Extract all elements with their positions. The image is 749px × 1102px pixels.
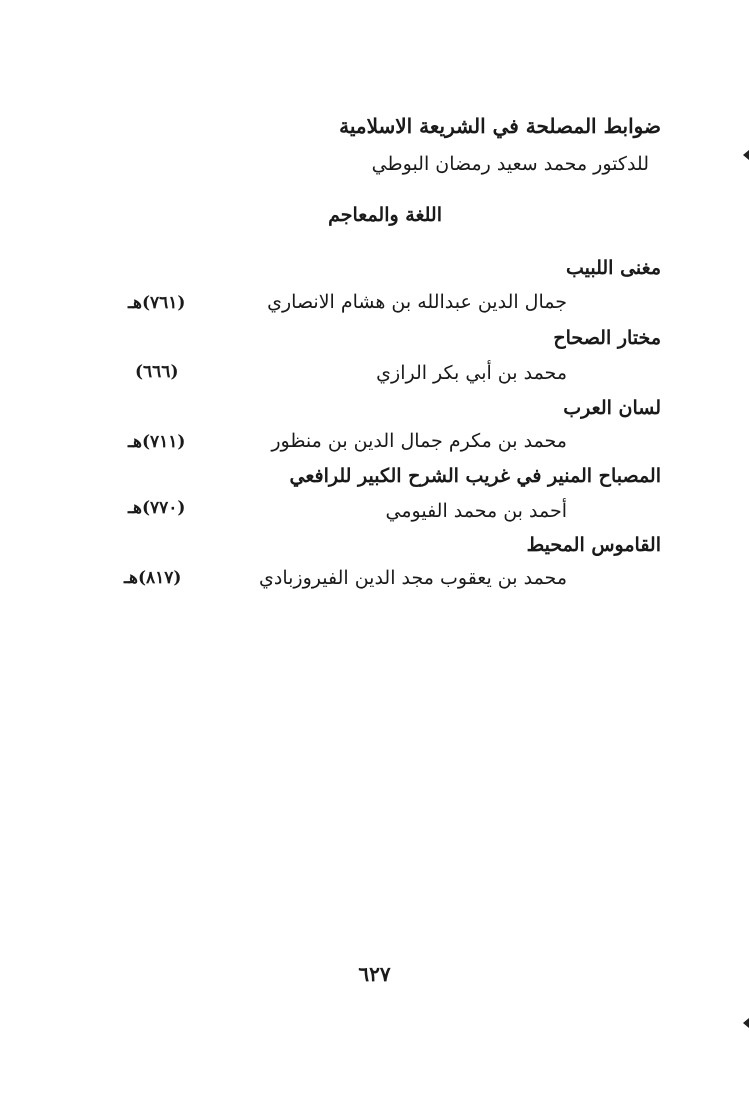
entry-date: (٨١٧)هـ bbox=[124, 568, 182, 588]
entry-author: محمد بن يعقوب مجد الدين الفيروزبادي bbox=[259, 567, 567, 589]
entry-date: (٧٧٠)هـ bbox=[128, 498, 186, 518]
page-number: ٦٢٧ bbox=[358, 962, 391, 986]
entry-author: محمد بن أبي بكر الرازي bbox=[376, 362, 567, 384]
entry-author: محمد بن مكرم جمال الدين بن منظور bbox=[271, 430, 567, 452]
entry-author: أحمد بن محمد الفيومي bbox=[385, 500, 567, 522]
entry-date: (٧٦١)هـ bbox=[128, 293, 186, 313]
entry-title: المصباح المنير في غريب الشرح الكبير للرافعي bbox=[289, 465, 661, 487]
book-author: للدكتور محمد سعيد رمضان البوطي bbox=[371, 153, 649, 175]
entry-author: جمال الدين عبدالله بن هشام الانصاري bbox=[267, 291, 567, 313]
book-title: ضوابط المصلحة في الشريعة الاسلامية bbox=[339, 114, 661, 138]
scan-edge-mark bbox=[743, 150, 749, 160]
entry-title: القاموس المحيط bbox=[526, 534, 661, 556]
entry-date: (٧١١)هـ bbox=[128, 432, 186, 452]
scan-edge-mark bbox=[743, 1018, 749, 1028]
entry-date: (٦٦٦) bbox=[135, 362, 179, 382]
entry-title: مختار الصحاح bbox=[553, 327, 661, 349]
section-heading: اللغة والمعاجم bbox=[328, 204, 442, 226]
entry-title: لسان العرب bbox=[563, 397, 661, 419]
entry-title: مغنى اللبيب bbox=[565, 257, 661, 279]
